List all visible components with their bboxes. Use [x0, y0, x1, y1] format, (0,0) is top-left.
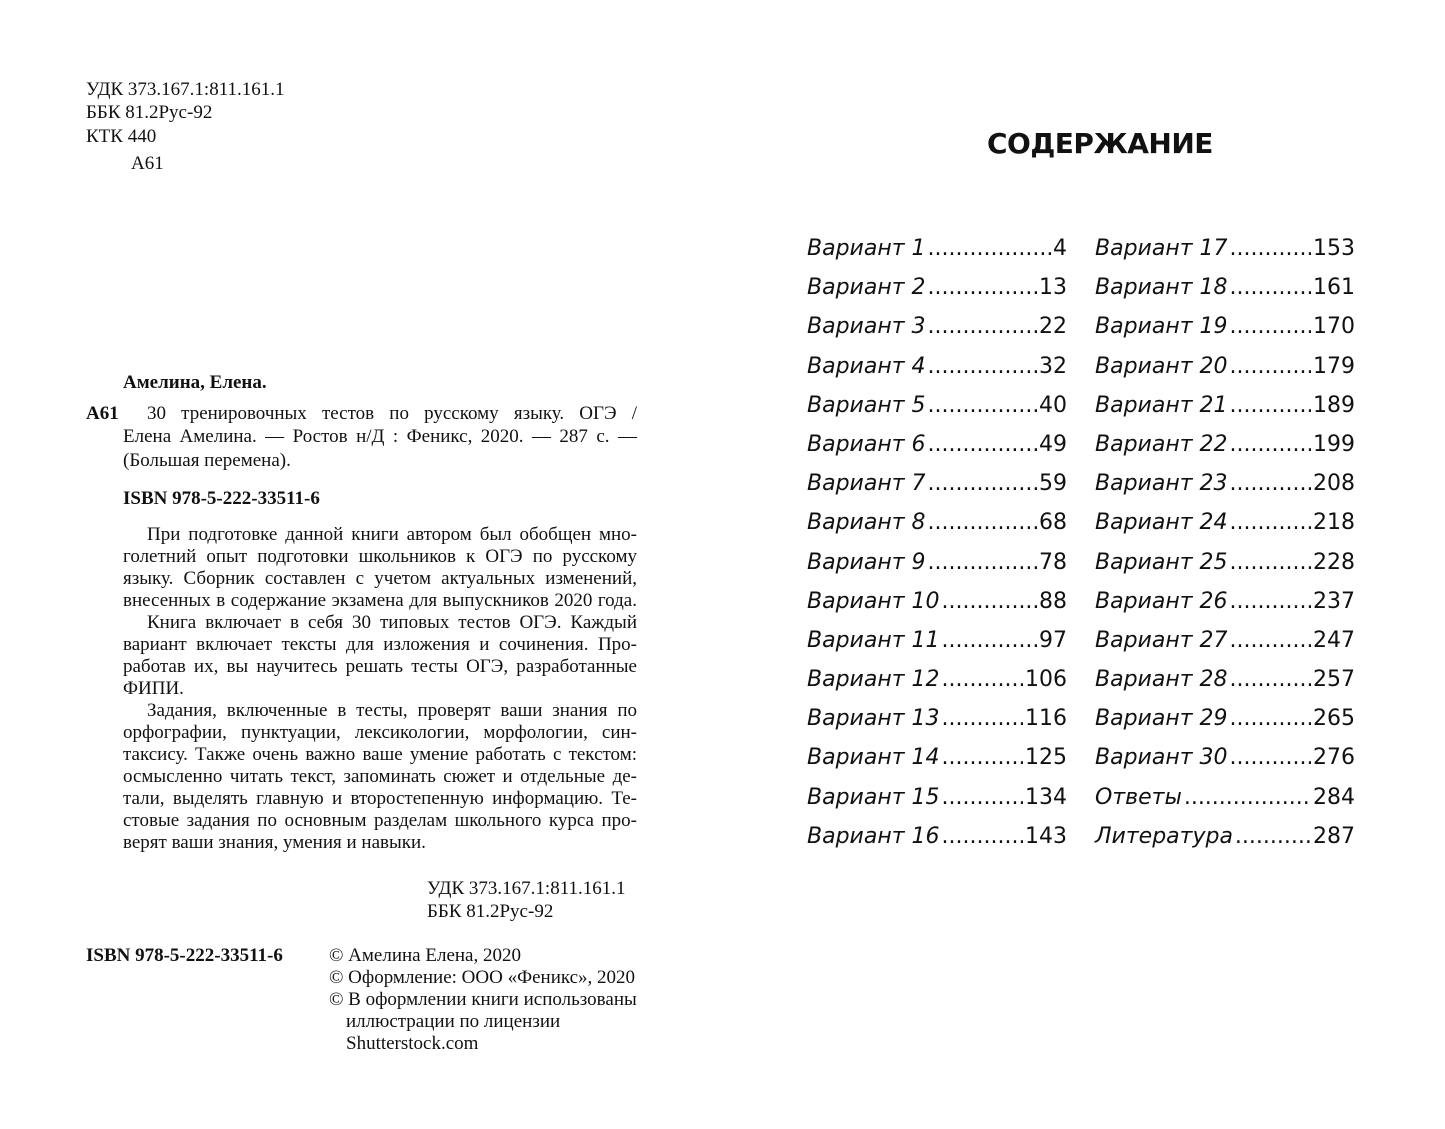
toc-entry-page: 78: [1039, 549, 1067, 575]
bib-line-3: (Большая перемена).: [123, 450, 291, 471]
toc-entry-page: 106: [1025, 667, 1067, 693]
toc-leader-dots: [1230, 503, 1311, 542]
toc-entry[interactable]: [807, 268, 1067, 307]
abstract-line-6: вариант включает тексты для изложения и сочинения. Про-: [123, 634, 637, 655]
toc-entry[interactable]: [807, 307, 1067, 346]
toc-entry[interactable]: [1095, 582, 1355, 621]
toc-entry-page: 199: [1313, 431, 1355, 457]
toc-entry[interactable]: [807, 621, 1067, 660]
abstract-line-13: тали, выделять главную и второстепенную информацию. Те-: [123, 788, 637, 809]
toc-leader-dots: [928, 386, 1037, 425]
abstract-line-9: Задания, включенные в тесты, проверят ваши знания по: [147, 700, 637, 721]
toc-leader-dots: [928, 347, 1037, 386]
toc-entry[interactable]: [1095, 660, 1355, 699]
toc-leader-dots: [1230, 229, 1311, 268]
toc-entry[interactable]: [1095, 621, 1355, 660]
toc-entry-page: 40: [1039, 392, 1067, 418]
toc-leader-dots: [942, 738, 1023, 777]
toc-entry-label: Вариант 1: [807, 236, 926, 261]
toc-entry[interactable]: [1095, 817, 1355, 856]
udc-code-top: УДК 373.167.1:811.161.1: [86, 79, 285, 100]
toc-entry-label: Вариант 3: [807, 314, 926, 340]
toc-leader-dots: [942, 582, 1037, 621]
toc-entry-page: 237: [1313, 588, 1355, 614]
toc-entry-page: 13: [1039, 275, 1067, 301]
toc-entry[interactable]: [807, 582, 1067, 621]
toc-leader-dots: [1230, 738, 1311, 777]
copyright-line-2: © Оформление: ООО «Феникс», 2020: [329, 967, 636, 988]
toc-leader-dots: [1230, 464, 1311, 503]
abstract-line-12: осмысленно читать текст, запоминать сюжет и отдельные де-: [123, 766, 637, 787]
toc-entry-label: Вариант 18: [1095, 275, 1228, 301]
toc-entry-label: Вариант 7: [807, 471, 926, 497]
isbn-bottom: ISBN 978-5-222-33511-6: [86, 945, 283, 966]
abstract-line-8: ФИПИ.: [123, 678, 184, 699]
bib-line-1: 30 тренировочных тестов по русскому языку. ОГЭ /: [147, 403, 637, 424]
toc-entry-label: Ответы: [1095, 784, 1182, 810]
toc-entry-label: Вариант 23: [1095, 471, 1228, 497]
toc-entry[interactable]: [807, 543, 1067, 582]
toc-leader-dots: [1235, 817, 1311, 856]
toc-entry-label: Вариант 6: [807, 431, 926, 457]
toc-leader-dots: [928, 425, 1037, 464]
toc-leader-dots: [1230, 582, 1311, 621]
abstract-line-1: При подготовке данной книги автором был обобщен мно-: [147, 524, 637, 545]
copyright-line-1: © Амелина Елена, 2020: [329, 945, 521, 966]
author-mark-top: А61: [131, 153, 164, 174]
toc-entry-label: Литература: [1095, 823, 1233, 849]
toc-leader-dots: [942, 699, 1023, 738]
toc-entry[interactable]: [807, 229, 1067, 268]
toc-leader-dots: [1230, 699, 1311, 738]
index-mark: А61: [86, 403, 119, 424]
toc-entry-label: Вариант 26: [1095, 588, 1228, 614]
toc-entry[interactable]: [1095, 738, 1355, 777]
toc-entry-page: 59: [1039, 471, 1067, 497]
toc-leader-dots: [1184, 778, 1311, 817]
abstract-line-11: таксису. Также очень важно ваше умение работать с текстом:: [123, 744, 637, 765]
contents-title: СОДЕРЖАНИЕ: [987, 127, 1213, 160]
toc-entry[interactable]: [807, 778, 1067, 817]
toc-entry-page: 257: [1313, 667, 1355, 693]
toc-entry-label: Вариант 16: [807, 823, 940, 849]
toc-entry-page: 161: [1313, 275, 1355, 301]
bbk-code-bottom: ББК 81.2Рус-92: [427, 901, 554, 922]
toc-entry[interactable]: [1095, 229, 1355, 268]
abstract-line-7: работав их, вы научитесь решать тесты ОГЭ, разработанные: [123, 656, 637, 677]
toc-entry[interactable]: [1095, 543, 1355, 582]
toc-leader-dots: [942, 660, 1023, 699]
toc-entry[interactable]: [807, 660, 1067, 699]
toc-entry-label: Вариант 15: [807, 784, 940, 810]
toc-entry-page: 49: [1039, 431, 1067, 457]
toc-entry-label: Вариант 4: [807, 353, 926, 379]
toc-entry[interactable]: [807, 699, 1067, 738]
abstract-line-4: внесенных в содержание экзамена для выпускников 2020 года.: [123, 590, 637, 611]
toc-entry-label: Вариант 13: [807, 706, 940, 732]
toc-entry[interactable]: [1095, 464, 1355, 503]
toc-leader-dots: [928, 464, 1037, 503]
bib-line-2: Елена Амелина. — Ростов н/Д : Феникс, 2020. — 287 с. —: [123, 426, 637, 447]
toc-entry-label: Вариант 25: [1095, 549, 1228, 575]
toc-leader-dots: [942, 621, 1037, 660]
toc-entry[interactable]: [1095, 347, 1355, 386]
toc-column-2: [1095, 229, 1355, 856]
abstract-line-14: стовые задания по основным разделам школьного курса про-: [123, 810, 637, 831]
toc-entry-page: 97: [1039, 627, 1067, 653]
toc-leader-dots: [942, 817, 1023, 856]
toc-entry[interactable]: [807, 425, 1067, 464]
toc-entry-page: 68: [1039, 510, 1067, 536]
toc-entry-label: Вариант 2: [807, 275, 926, 301]
author-heading: Амелина, Елена.: [123, 372, 267, 393]
toc-entry-label: Вариант 17: [1095, 236, 1228, 261]
toc-entry[interactable]: [1095, 778, 1355, 817]
abstract-line-2: голетний опыт подготовки школьников к ОГЭ по русскому: [123, 546, 637, 567]
isbn-main: ISBN 978-5-222-33511-6: [123, 488, 320, 509]
toc-entry-page: 88: [1039, 588, 1067, 614]
toc-leader-dots: [928, 268, 1037, 307]
toc-entry-page: 284: [1313, 784, 1355, 810]
toc-entry-page: 189: [1313, 392, 1355, 418]
toc-entry[interactable]: [1095, 699, 1355, 738]
toc-entry-page: 32: [1039, 353, 1067, 379]
toc-entry-label: Вариант 22: [1095, 431, 1228, 457]
udc-code-bottom: УДК 373.167.1:811.161.1: [427, 878, 626, 899]
toc-leader-dots: [1230, 386, 1311, 425]
toc-entry[interactable]: [1095, 386, 1355, 425]
toc-entry-label: Вариант 19: [1095, 314, 1228, 340]
toc-entry-page: 125: [1025, 745, 1067, 771]
toc-entry[interactable]: [807, 738, 1067, 777]
toc-leader-dots: [1230, 268, 1311, 307]
toc-entry-label: Вариант 27: [1095, 627, 1228, 653]
toc-entry-label: Вариант 28: [1095, 667, 1228, 693]
toc-entry[interactable]: [807, 503, 1067, 542]
toc-entry-page: 153: [1313, 236, 1355, 261]
toc-entry-page: 228: [1313, 549, 1355, 575]
abstract-line-5: Книга включает в себя 30 типовых тестов ОГЭ. Каждый: [147, 612, 637, 633]
toc-entry-label: Вариант 8: [807, 510, 926, 536]
toc-entry-page: 218: [1313, 510, 1355, 536]
toc-leader-dots: [1230, 307, 1311, 346]
toc-entry-label: Вариант 12: [807, 667, 940, 693]
toc-leader-dots: [1230, 425, 1311, 464]
toc-entry-page: 22: [1039, 314, 1067, 340]
toc-entry-page: 247: [1313, 627, 1355, 653]
toc-column-1: [807, 229, 1067, 856]
toc-entry[interactable]: [1095, 503, 1355, 542]
toc-entry-label: Вариант 24: [1095, 510, 1228, 536]
abstract-line-15: верят ваши знания, умения и навыки.: [123, 832, 426, 853]
bbk-code-top: ББК 81.2Рус-92: [86, 102, 213, 123]
toc-leader-dots: [928, 229, 1051, 268]
toc-entry-label: Вариант 10: [807, 588, 940, 614]
toc-leader-dots: [942, 778, 1023, 817]
toc-leader-dots: [1230, 347, 1311, 386]
toc-entry-page: 134: [1025, 784, 1067, 810]
toc-entry-page: 276: [1313, 745, 1355, 771]
toc-entry-label: Вариант 30: [1095, 745, 1228, 771]
toc-entry[interactable]: [1095, 307, 1355, 346]
toc-entry[interactable]: [807, 464, 1067, 503]
toc-leader-dots: [928, 543, 1037, 582]
toc-leader-dots: [1230, 621, 1311, 660]
toc-entry-label: Вариант 14: [807, 745, 940, 771]
toc-leader-dots: [1230, 543, 1311, 582]
toc-entry-page: 179: [1313, 353, 1355, 379]
copyright-line-4: иллюстрации по лицензии: [346, 1011, 561, 1032]
toc-entry-label: Вариант 21: [1095, 392, 1228, 418]
toc-entry[interactable]: [807, 386, 1067, 425]
toc-entry-page: 170: [1313, 314, 1355, 340]
toc-entry-page: 116: [1025, 706, 1067, 732]
ktk-code-top: КТК 440: [86, 126, 157, 147]
copyright-line-5: Shutterstock.com: [346, 1033, 479, 1054]
toc-entry-page: 287: [1313, 823, 1355, 849]
toc-entry-label: Вариант 5: [807, 392, 926, 418]
toc-leader-dots: [1230, 660, 1311, 699]
toc-entry-page: 208: [1313, 471, 1355, 497]
copyright-line-3: © В оформлении книги использованы: [329, 989, 637, 1010]
toc-entry-page: 143: [1025, 823, 1067, 849]
abstract-line-3: языку. Сборник составлен с учетом актуальных изменений,: [123, 568, 637, 589]
toc-entry[interactable]: [807, 347, 1067, 386]
toc-entry-label: Вариант 20: [1095, 353, 1228, 379]
toc-entry-label: Вариант 29: [1095, 706, 1228, 732]
toc-leader-dots: [928, 503, 1037, 542]
toc-leader-dots: [928, 307, 1037, 346]
toc-entry-label: Вариант 11: [807, 627, 940, 653]
toc-entry-label: Вариант 9: [807, 549, 926, 575]
toc-entry[interactable]: [1095, 425, 1355, 464]
toc-entry-page: 265: [1313, 706, 1355, 732]
abstract-line-10: орфографии, пунктуации, лексикологии, морфологии, син-: [123, 722, 637, 743]
toc-entry[interactable]: [1095, 268, 1355, 307]
toc-entry[interactable]: [807, 817, 1067, 856]
toc-entry-page: 4: [1053, 236, 1067, 261]
